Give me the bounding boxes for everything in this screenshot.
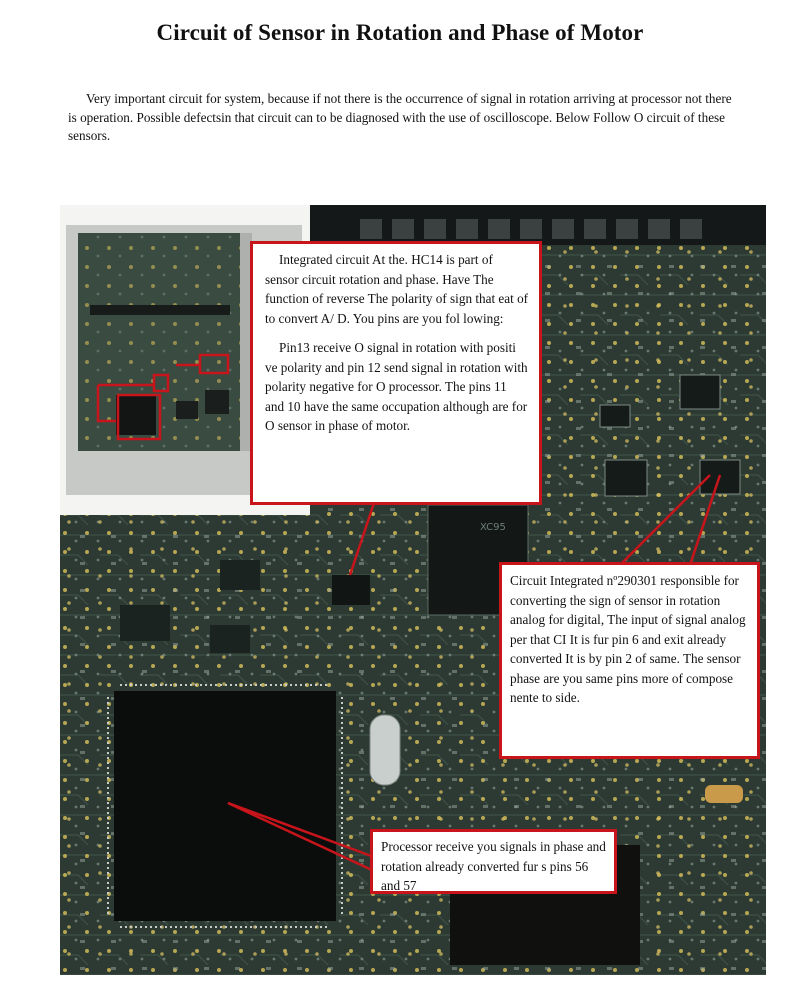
callout-processor xyxy=(370,829,617,894)
svg-text:XC95: XC95 xyxy=(480,522,506,533)
intro-paragraph: Very important circuit for system, because if not there is the occurrence of signal in rotation arriving at processor not there is operation. Possible defectsin that circuit can to be diagnosed with the use of oscilloscope. Below Follow O circuit of these sensors. xyxy=(68,91,732,143)
page-title: Circuit of Sensor in Rotation and Phase of Motor xyxy=(156,20,644,45)
callout-processor-text: Processor receive you signals in phase and rotation already converted fur s pins 56 and 57 xyxy=(381,839,606,893)
callout-hc14 xyxy=(250,241,542,505)
callout-ci-290301 xyxy=(499,562,760,759)
callout-ci-290301-text: Circuit Integrated nº290301 responsible for converting the sign of sensor in rotation analog for digital, The input of signal analog per that CI It is fur pin 6 and exit already converted It is by pin 2 of same. The sensor phase are you same pins more of compose nente to side. xyxy=(510,573,746,705)
callout-hc14-paragraph-1: Integrated circuit At the. HC14 is part of sensor circuit rotation and phase. Have The function of reverse The polarity of sign that eat of to convert A/ D. You pins are you fol lowing: xyxy=(265,252,529,326)
callout-hc14-paragraph-2: Pin13 receive O signal in rotation with positi ve polarity and pin 12 send signal in rotation with polarity negative for O processor. The pins 11 and 10 have the same occupation although are for O sensor in phase of motor. xyxy=(265,340,528,433)
